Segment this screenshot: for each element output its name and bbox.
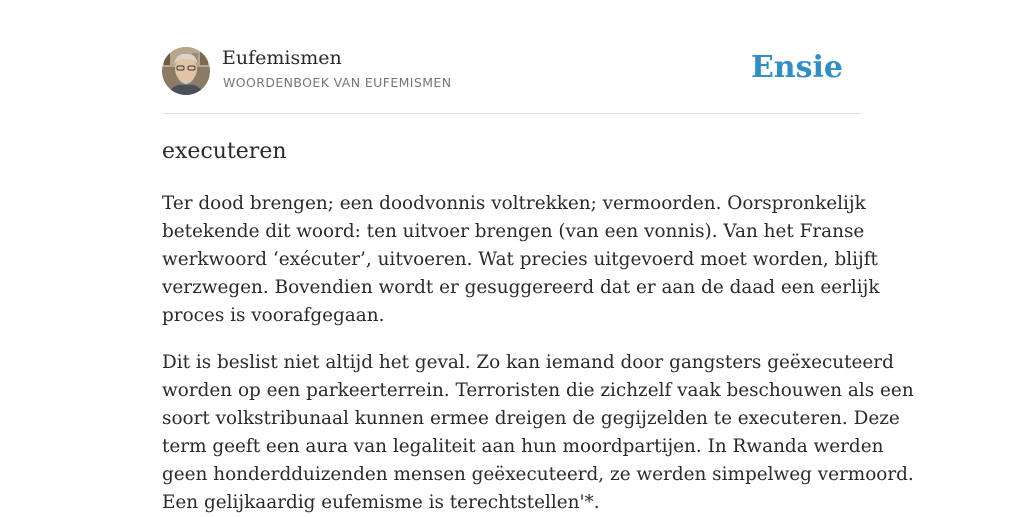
paragraph-line: geen honderdduizenden mensen geëxecuteerd, ze werden simpelweg vermoord. — [162, 464, 914, 485]
paragraph-line: proces is voorafgegaan. — [162, 305, 385, 326]
avatar-image — [162, 47, 210, 95]
paragraph-line: term geeft een aura van legaliteit aan hun moordpartijen. In Rwanda werden — [162, 436, 884, 457]
ensie-logo-link[interactable]: Ensie — [750, 50, 843, 85]
definition-paragraph-1 — [162, 190, 880, 330]
site-subtitle: WOORDENBOEK VAN EUFEMISMEN — [223, 75, 452, 90]
paragraph-line: Een gelijkaardig eufemisme is terechtstellen'*. — [162, 492, 600, 513]
page — [162, 0, 914, 513]
site-header — [162, 0, 862, 114]
paragraph-line: Dit is beslist niet altijd het geval. Zo kan iemand door gangsters geëxecuteerd — [162, 352, 894, 373]
paragraph-line: soort volkstribunaal kunnen ermee dreigen de gegijzelden te executeren. Deze — [162, 408, 900, 429]
paragraph-line: Ter dood brengen; een doodvonnis voltrekken; vermoorden. Oorspronkelijk — [162, 193, 866, 214]
paragraph-line: verzwegen. Bovendien wordt er gesuggereerd dat er aan de daad een eerlijk — [162, 277, 880, 298]
entry-term: executeren — [162, 139, 287, 164]
definition-paragraph-2 — [162, 349, 914, 517]
paragraph-line: werkwoord ‘exécuter’, uitvoeren. Wat precies uitgevoerd moet worden, blijft — [162, 249, 878, 270]
author-avatar[interactable] — [162, 47, 210, 95]
site-title[interactable]: Eufemismen — [222, 47, 342, 69]
paragraph-line: betekende dit woord: ten uitvoer brengen (van een vonnis). Van het Franse — [162, 221, 865, 242]
paragraph-line: worden op een parkeerterrein. Terroristen die zichzelf vaak beschouwen als een — [162, 380, 914, 401]
